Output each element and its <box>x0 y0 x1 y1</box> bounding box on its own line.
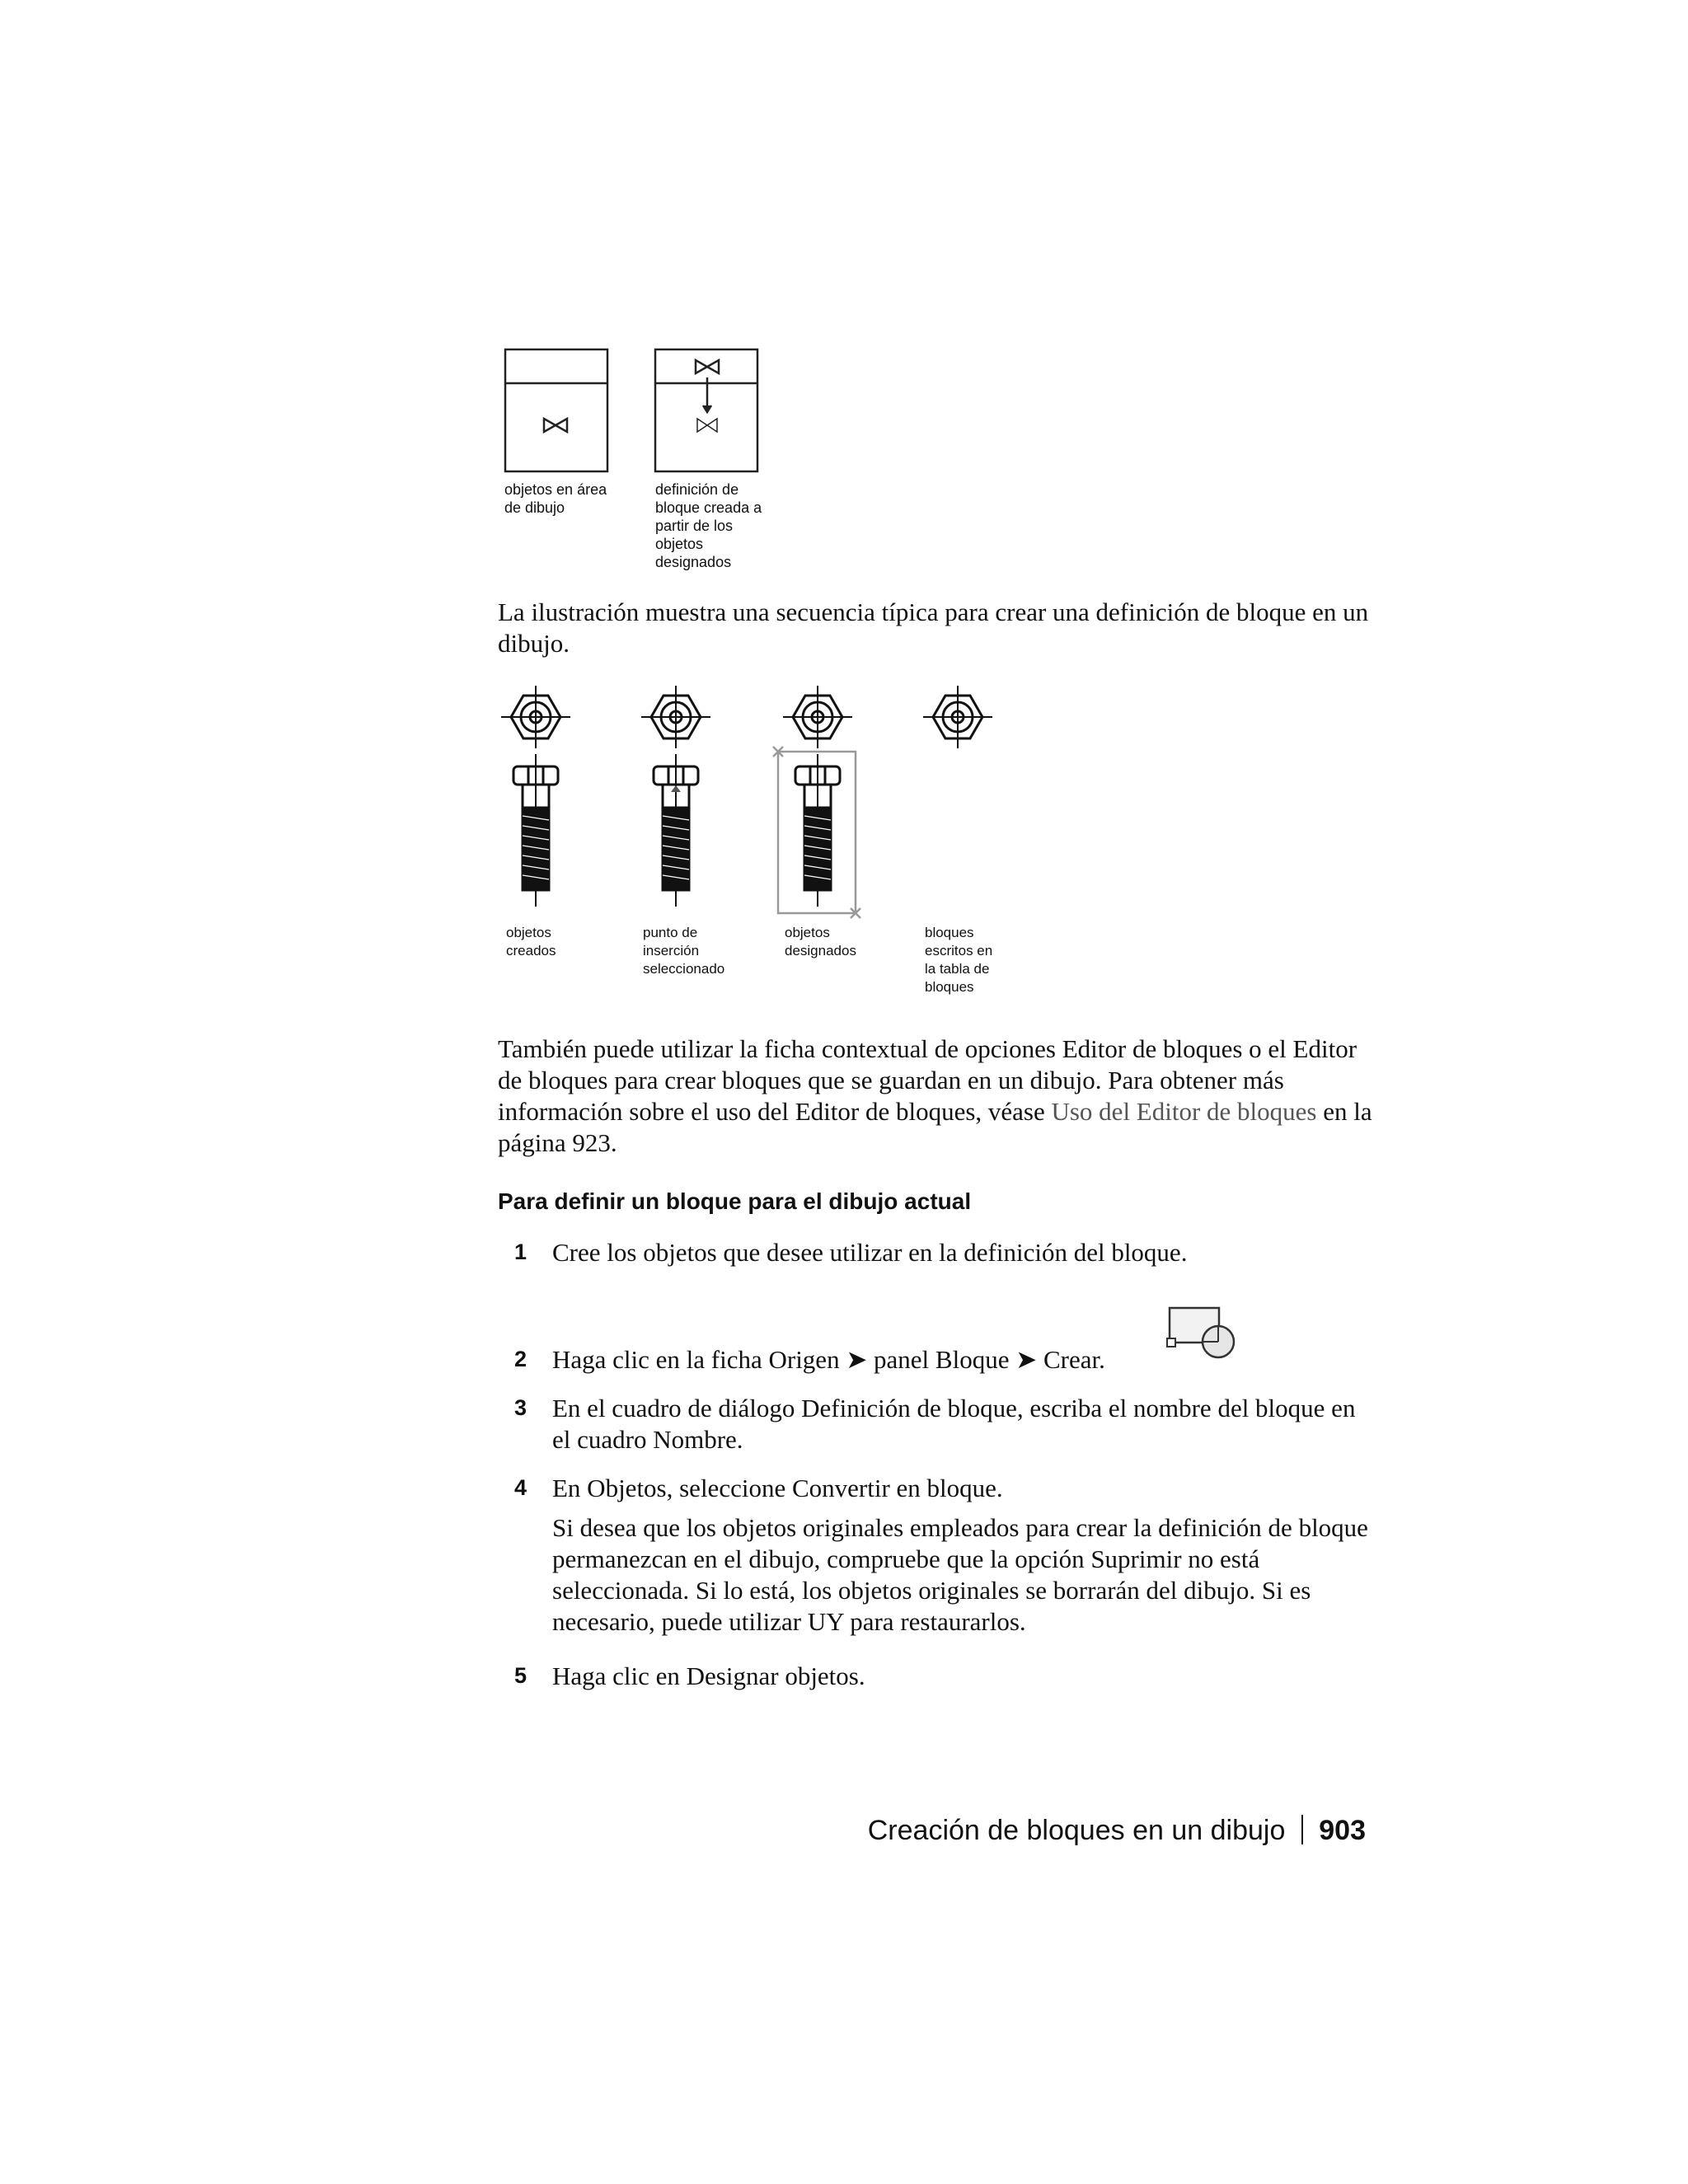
step-4-number: 4 <box>514 1475 528 1500</box>
insertion-point-drawing <box>641 686 710 907</box>
figure2-label-insertion-point: punto de inserción seleccionado <box>643 925 725 977</box>
step-1-number: 1 <box>514 1240 528 1264</box>
paragraph-block-editor-page: en la página 923. <box>498 1097 1372 1157</box>
step-4-note: Si desea que los objetos originales empleados para crear la definición de bloque permanezcan en el dibujo, compruebe que la opción Suprimir no está seleccionada. Si lo está, los objetos originales se borrarán del dibujo. Si es necesario, puede utilizar UY para restaurarlos. <box>552 1513 1368 1636</box>
create-block-icon <box>1167 1305 1238 1360</box>
step-2-text: Haga clic en la ficha Origen ➤ panel Bloque ➤ Crear. <box>552 1345 1105 1374</box>
objects-selected-drawing <box>773 686 860 918</box>
paragraph-intro: La ilustración muestra una secuencia típica para crear una definición de bloque en un dibujo. <box>498 598 1369 658</box>
step-3-text: En el cuadro de diálogo Definición de bloque, escriba el nombre del bloque en el cuadro Nombre. <box>552 1394 1356 1454</box>
figure2-label-blocks-written: bloques escritos en la tabla de bloques <box>925 925 993 995</box>
figure2-label-objects-created: objetos creados <box>506 925 556 958</box>
footer-section-title: Creación de bloques en un dibujo <box>867 1815 1286 1846</box>
step-2-number: 2 <box>514 1347 528 1371</box>
link-block-editor[interactable]: Uso del Editor de bloques <box>1051 1097 1317 1126</box>
paragraph-block-editor <box>498 1033 1373 1159</box>
footer-divider <box>1301 1815 1303 1844</box>
page-number: 903 <box>1319 1815 1366 1846</box>
block-definition-box <box>655 349 757 471</box>
figure2-label-objects-selected: objetos designados <box>785 925 856 958</box>
step-3-number: 3 <box>514 1395 528 1420</box>
step-5-number: 5 <box>514 1663 528 1688</box>
blocks-written-drawing <box>923 686 992 748</box>
step-4-text: En Objetos, seleccione Convertir en bloque. <box>552 1474 1003 1502</box>
figure-block-sequence <box>495 684 1022 923</box>
step-1-text: Cree los objetos que desee utilizar en la definición del bloque. <box>552 1238 1188 1267</box>
figure1-label-drawing-area: objetos en área de dibujo <box>504 481 607 516</box>
figure-block-definition <box>503 346 767 478</box>
procedure-title: Para definir un bloque para el dibujo actual <box>498 1188 972 1214</box>
page-footer <box>868 1815 1366 1847</box>
drawing-area-box <box>505 349 607 471</box>
figure1-label-block-definition: definición de bloque creada a partir de los objetos designados <box>655 481 762 570</box>
objects-created-drawing <box>501 686 570 907</box>
step-5-text: Haga clic en Designar objetos. <box>552 1661 865 1690</box>
paragraph-block-editor-text: También puede utilizar la ficha contextual de opciones Editor de bloques o el Editor de bloques para crear bloques que se guardan en un dibujo. Para obtener más información sobre el uso del Editor de bloques, véase <box>498 1034 1357 1126</box>
